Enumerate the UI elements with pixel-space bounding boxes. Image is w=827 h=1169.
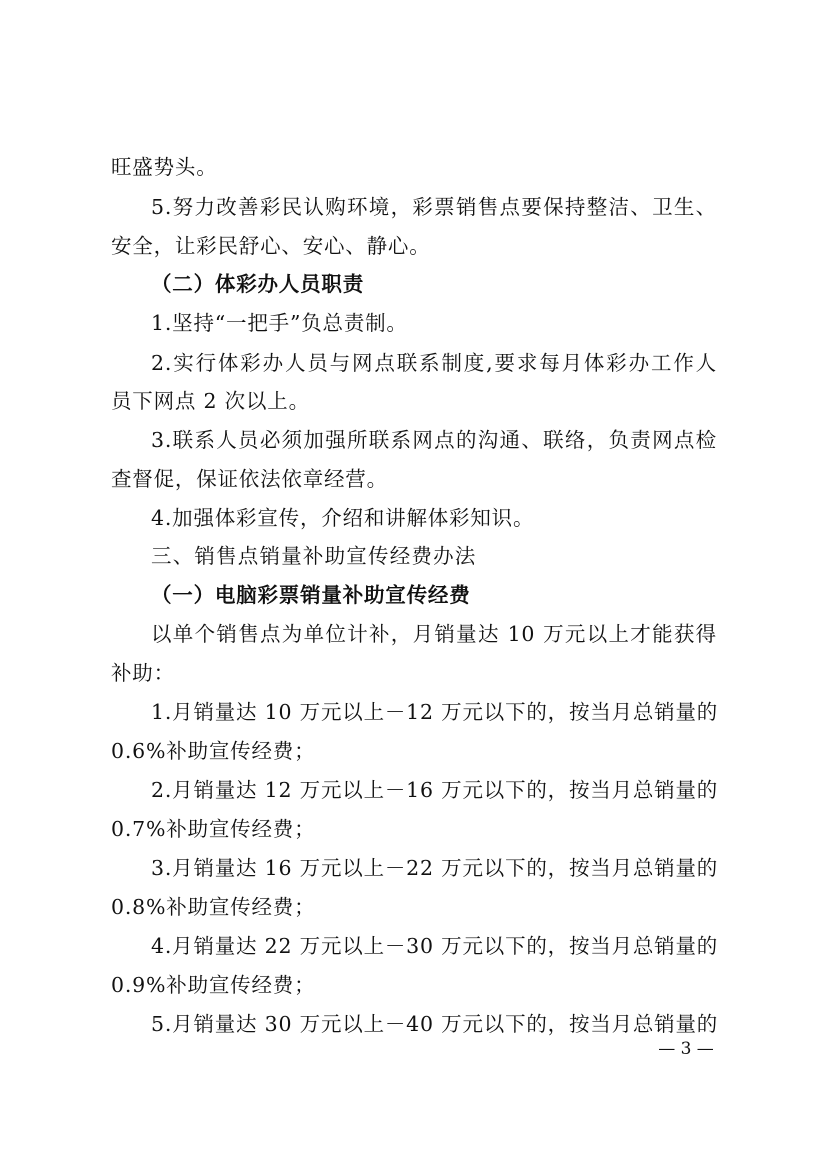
text-line-tier-3: 3.月销量达 16 万元以上－22 万元以下的，按当月总销量的 [151, 856, 719, 880]
text-line-duty-2: 2.实行体彩办人员与网点联系制度,要求每月体彩办工作人 [151, 351, 717, 375]
text-line-duty-4: 4.加强体彩宣传，介绍和讲解体彩知识。 [151, 506, 535, 530]
text-line-tier-1: 1.月销量达 10 万元以上－12 万元以下的，按当月总销量的 [151, 700, 719, 724]
text-line-continuation: 旺盛势头。 [111, 155, 218, 179]
text-line-subsidy-intro-cont: 补助： [111, 661, 175, 685]
text-line-tier-1-cont: 0.6%补助宣传经费； [111, 739, 316, 763]
text-line-tier-5: 5.月销量达 30 万元以上－40 万元以下的，按当月总销量的 [151, 1012, 719, 1036]
text-line-duty-1: 1.坚持“一把手”负总责制。 [151, 311, 408, 335]
text-line-duty-3-cont: 查督促，保证依法依章经营。 [111, 467, 388, 491]
text-line-tier-3-cont: 0.8%补助宣传经费； [111, 895, 316, 919]
text-line-item-5: 5.努力改善彩民认购环境，彩票销售点要保持整洁、卫生、 [151, 195, 717, 219]
text-line-subsidy-intro: 以单个销售点为单位计补，月销量达 10 万元以上才能获得 [151, 622, 717, 646]
section-heading-computer-lottery: （一）电脑彩票销量补助宣传经费 [151, 583, 471, 607]
text-line-duty-3: 3.联系人员必须加强所联系网点的沟通、联络，负责网点检 [151, 428, 717, 452]
text-line-tier-4-cont: 0.9%补助宣传经费； [111, 973, 316, 997]
page-number: — 3 — [658, 1039, 714, 1059]
text-line-tier-2: 2.月销量达 12 万元以上－16 万元以下的，按当月总销量的 [151, 778, 719, 802]
text-line-tier-4: 4.月销量达 22 万元以上－30 万元以下的，按当月总销量的 [151, 934, 719, 958]
text-line-duty-2-cont: 员下网点 2 次以上。 [111, 389, 310, 413]
section-heading-staff-duties: （二）体彩办人员职责 [151, 272, 364, 296]
text-line-tier-2-cont: 0.7%补助宣传经费； [111, 817, 316, 841]
text-line-item-5-cont: 安全，让彩民舒心、安心、静心。 [111, 234, 431, 258]
section-heading-subsidy-method: 三、销售点销量补助宣传经费办法 [151, 544, 477, 568]
